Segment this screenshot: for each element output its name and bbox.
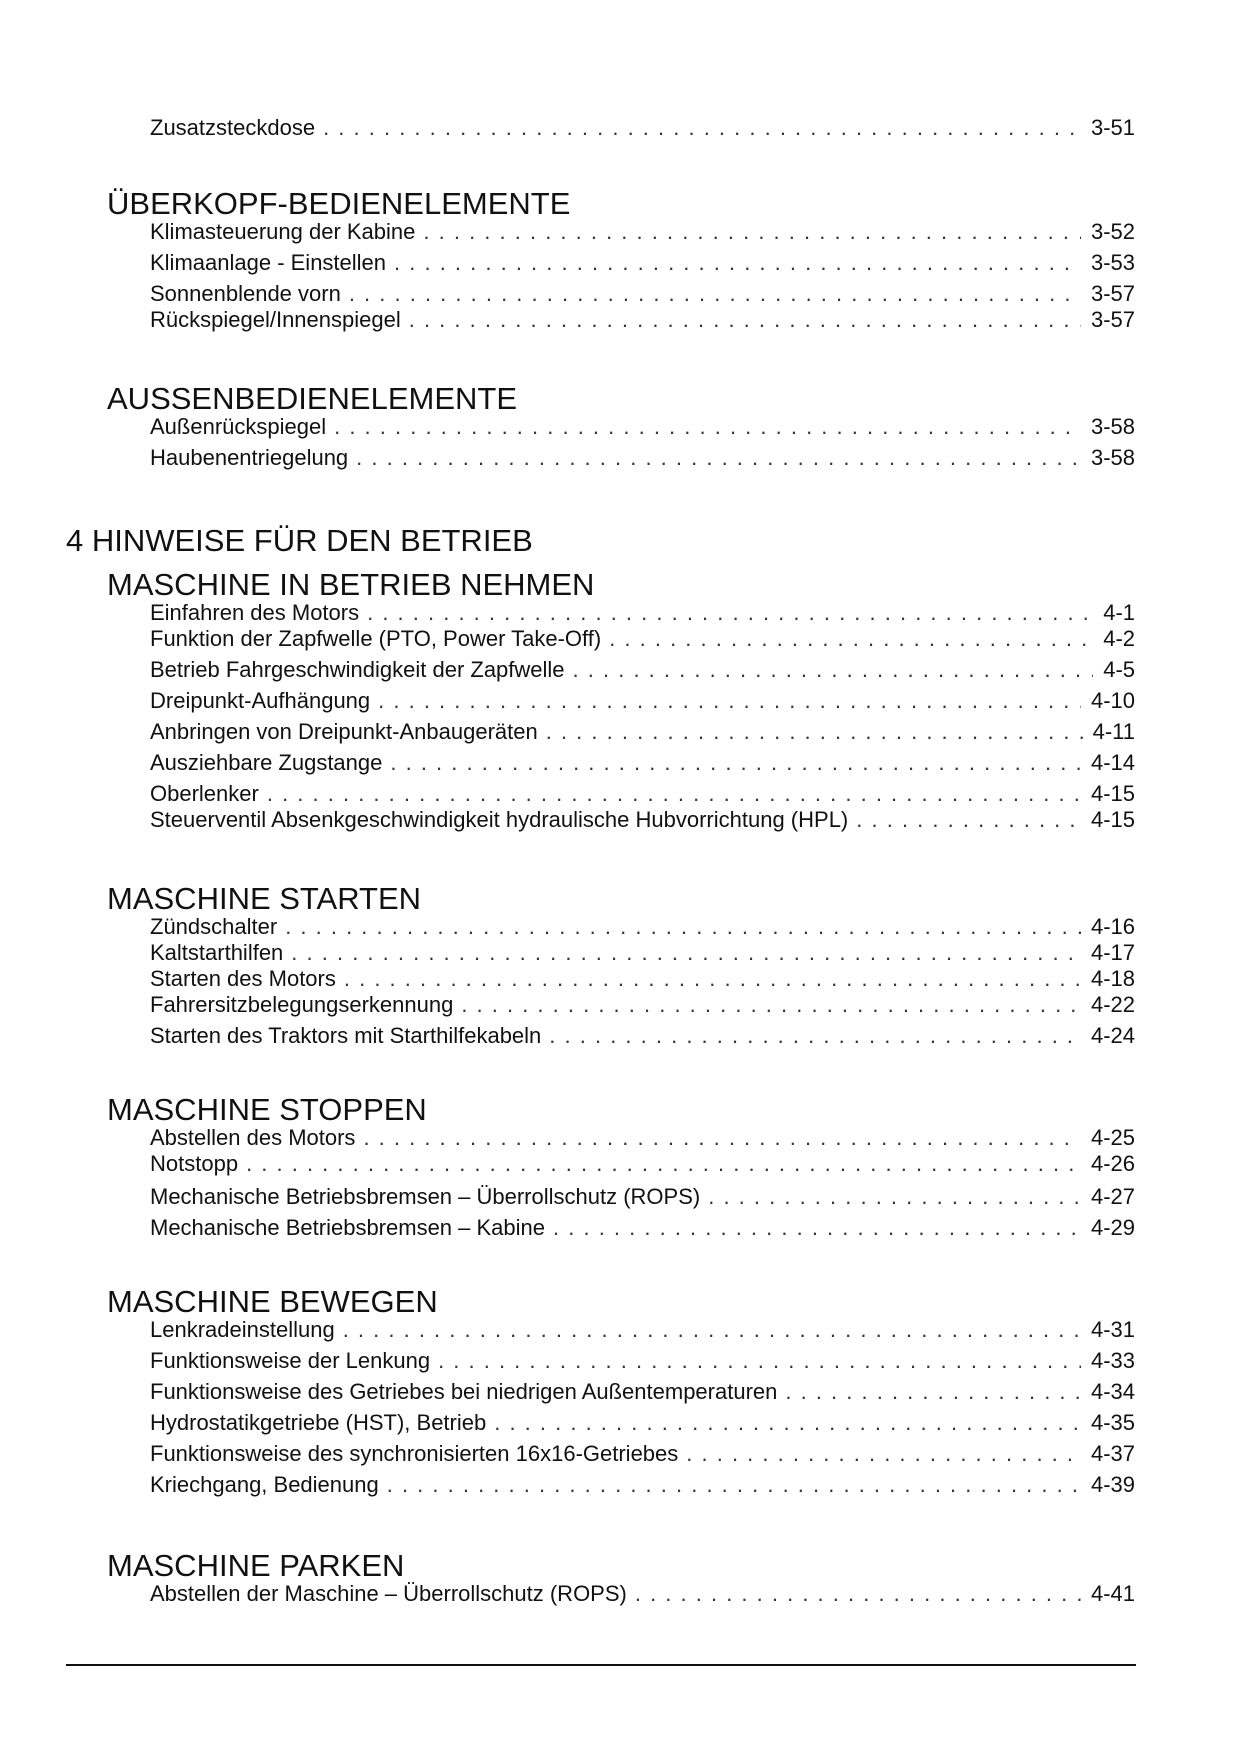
toc-entry-label: Fahrersitzbelegungserkennung	[150, 992, 454, 1017]
toc-entry[interactable]	[150, 966, 1135, 994]
leader-dots	[549, 1023, 1081, 1049]
toc-entry[interactable]	[150, 1472, 1135, 1500]
toc-entry-label: Klimasteuerung der Kabine	[150, 219, 416, 244]
leader-dots	[494, 1410, 1081, 1436]
toc-entry-label: Funktionsweise des synchronisierten 16x16-Getriebes	[150, 1441, 679, 1466]
toc-entry[interactable]	[150, 1023, 1135, 1051]
toc-entry-page: 4-11	[1092, 719, 1135, 744]
toc-entry[interactable]	[150, 750, 1135, 778]
section-heading: AUSSENBEDIENELEMENTE	[107, 381, 517, 416]
toc-entry-page: 4-41	[1090, 1581, 1135, 1606]
toc-entry-label: Funktion der Zapfwelle (PTO, Power Take-Off)	[150, 626, 602, 651]
toc-entry-page: 4-17	[1090, 940, 1135, 965]
toc-entry-label: Haubenentriegelung	[150, 445, 349, 470]
toc-entry[interactable]	[150, 1379, 1135, 1407]
toc-entry-page: 3-58	[1090, 414, 1135, 439]
toc-entry-label: Kriechgang, Bedienung	[150, 1472, 379, 1497]
leader-dots	[573, 657, 1094, 683]
toc-entry-page: 4-26	[1090, 1151, 1135, 1176]
leader-dots	[291, 940, 1081, 966]
toc-entry-label: Mechanische Betriebsbremsen – Überrollschutz (ROPS)	[150, 1184, 701, 1209]
toc-entry[interactable]	[150, 250, 1135, 278]
toc-entry[interactable]	[150, 914, 1135, 942]
toc-entry[interactable]	[150, 1410, 1135, 1438]
toc-entry-label: Außenrückspiegel	[150, 414, 327, 439]
toc-entry-label: Funktionsweise des Getriebes bei niedrigen Außentemperaturen	[150, 1379, 778, 1404]
toc-entry[interactable]	[150, 414, 1135, 442]
leader-dots	[686, 1441, 1081, 1467]
toc-entry[interactable]	[150, 1317, 1135, 1345]
leader-dots	[334, 414, 1081, 440]
toc-entry[interactable]	[150, 626, 1135, 654]
leader-dots	[356, 445, 1081, 471]
toc-entry-label: Einfahren des Motors	[150, 600, 360, 625]
section-heading: MASCHINE PARKEN	[107, 1548, 405, 1583]
toc-entry-page: 4-2	[1103, 626, 1135, 651]
toc-entry[interactable]	[150, 1581, 1135, 1609]
section-heading: MASCHINE STARTEN	[107, 881, 422, 916]
toc-entry-page: 4-35	[1090, 1410, 1135, 1435]
toc-entry-label: Steuerventil Absenkgeschwindigkeit hydraulische Hubvorrichtung (HPL)	[150, 807, 849, 832]
toc-entry[interactable]	[150, 781, 1135, 809]
section-heading: ÜBERKOPF-BEDIENELEMENTE	[107, 186, 571, 221]
toc-entry-page: 4-31	[1090, 1317, 1135, 1342]
toc-entry-label: Anbringen von Dreipunkt-Anbaugeräten	[150, 719, 538, 744]
toc-entry-page: 3-51	[1090, 115, 1135, 140]
leader-dots	[387, 1472, 1081, 1498]
leader-dots	[409, 307, 1081, 333]
toc-entry-page: 4-27	[1090, 1184, 1135, 1209]
toc-entry-label: Zusatzsteckdose	[150, 115, 316, 140]
toc-entry-label: Abstellen des Motors	[150, 1125, 356, 1150]
toc-entry-page: 4-14	[1090, 750, 1135, 775]
toc-entry[interactable]	[150, 307, 1135, 335]
toc-entry[interactable]	[150, 992, 1135, 1020]
toc-entry[interactable]	[150, 1151, 1135, 1179]
toc-entry-page: 4-24	[1090, 1023, 1135, 1048]
leader-dots	[546, 719, 1083, 745]
toc-entry-label: Funktionsweise der Lenkung	[150, 1348, 431, 1373]
toc-entry-page: 4-37	[1090, 1441, 1135, 1466]
toc-entry-label: Kaltstarthilfen	[150, 940, 284, 965]
leader-dots	[390, 750, 1081, 776]
leader-dots	[708, 1184, 1081, 1210]
toc-entry[interactable]	[150, 445, 1135, 473]
toc-entry[interactable]	[150, 688, 1135, 716]
leader-dots	[363, 1125, 1081, 1151]
toc-entry-page: 3-52	[1090, 219, 1135, 244]
toc-entry-label: Lenkradeinstellung	[150, 1317, 335, 1342]
toc-entry-page: 4-5	[1103, 657, 1135, 682]
toc-entry[interactable]	[150, 1125, 1135, 1153]
leader-dots	[553, 1215, 1081, 1241]
toc-entry-label: Mechanische Betriebsbremsen – Kabine	[150, 1215, 546, 1240]
toc-entry[interactable]	[150, 1441, 1135, 1469]
toc-entry-label: Rückspiegel/Innenspiegel	[150, 307, 401, 332]
toc-entry-label: Abstellen der Maschine – Überrollschutz (ROPS)	[150, 1581, 627, 1606]
toc-entry-page: 4-39	[1090, 1472, 1135, 1497]
leader-dots	[344, 966, 1081, 992]
toc-entry-label: Notstopp	[150, 1151, 239, 1176]
toc-entry-page: 4-25	[1090, 1125, 1135, 1150]
toc-entry-page: 4-10	[1090, 688, 1135, 713]
toc-entry-label: Hydrostatikgetriebe (HST), Betrieb	[150, 1410, 487, 1435]
toc-entry-page: 3-57	[1090, 307, 1135, 332]
leader-dots	[343, 1317, 1081, 1343]
toc-entry-label: Betrieb Fahrgeschwindigkeit der Zapfwelle	[150, 657, 565, 682]
footer-rule	[66, 1664, 1136, 1666]
toc-entry-page: 4-15	[1090, 807, 1135, 832]
toc-entry-label: Sonnenblende vorn	[150, 281, 341, 306]
toc-entry-page: 4-18	[1090, 966, 1135, 991]
toc-entry-page: 4-22	[1090, 992, 1135, 1017]
toc-entry-page: 4-1	[1103, 600, 1135, 625]
toc-entry[interactable]	[150, 719, 1135, 747]
leader-dots	[349, 281, 1081, 307]
toc-entry-label: Oberlenker	[150, 781, 259, 806]
toc-entry[interactable]	[150, 1215, 1135, 1243]
leader-dots	[856, 807, 1081, 833]
toc-entry-label: Klimaanlage - Einstellen	[150, 250, 387, 275]
toc-entry[interactable]	[150, 940, 1135, 968]
toc-entry-page: 4-16	[1090, 914, 1135, 939]
leader-dots	[378, 688, 1081, 714]
toc-entry-page: 3-53	[1090, 250, 1135, 275]
leader-dots	[438, 1348, 1081, 1374]
toc-entry[interactable]	[150, 600, 1135, 628]
toc-entry-label: Dreipunkt-Aufhängung	[150, 688, 371, 713]
toc-entry-page: 4-15	[1090, 781, 1135, 806]
toc-entry-label: Starten des Motors	[150, 966, 336, 991]
leader-dots	[267, 781, 1081, 807]
toc-entry-label: Starten des Traktors mit Starthilfekabeln	[150, 1023, 542, 1048]
toc-entry[interactable]	[150, 807, 1135, 835]
leader-dots	[461, 992, 1081, 1018]
toc-entry-page: 3-58	[1090, 445, 1135, 470]
toc-entry-page: 4-33	[1090, 1348, 1135, 1373]
leader-dots	[609, 626, 1093, 652]
section-heading: MASCHINE STOPPEN	[107, 1092, 427, 1127]
toc-entry-page: 3-57	[1090, 281, 1135, 306]
toc-entry-label: Zündschalter	[150, 914, 278, 939]
toc-entry[interactable]	[150, 657, 1135, 685]
section-heading: MASCHINE IN BETRIEB NEHMEN	[107, 567, 595, 602]
leader-dots	[246, 1151, 1081, 1177]
toc-entry[interactable]	[150, 1348, 1135, 1376]
toc-entry-page: 4-34	[1090, 1379, 1135, 1404]
toc-entry[interactable]	[150, 281, 1135, 309]
toc-entry-label: Ausziehbare Zugstange	[150, 750, 383, 775]
leader-dots	[635, 1581, 1081, 1607]
leader-dots	[394, 250, 1081, 276]
toc-entry[interactable]	[150, 115, 1135, 143]
section-heading: MASCHINE BEWEGEN	[107, 1284, 438, 1319]
chapter-heading: 4 HINWEISE FÜR DEN BETRIEB	[66, 523, 533, 558]
toc-entry[interactable]	[150, 1184, 1135, 1212]
toc-entry[interactable]	[150, 219, 1135, 247]
leader-dots	[785, 1379, 1081, 1405]
leader-dots	[323, 115, 1081, 141]
leader-dots	[285, 914, 1081, 940]
toc-entry-page: 4-29	[1090, 1215, 1135, 1240]
leader-dots	[423, 219, 1081, 245]
leader-dots	[367, 600, 1093, 626]
